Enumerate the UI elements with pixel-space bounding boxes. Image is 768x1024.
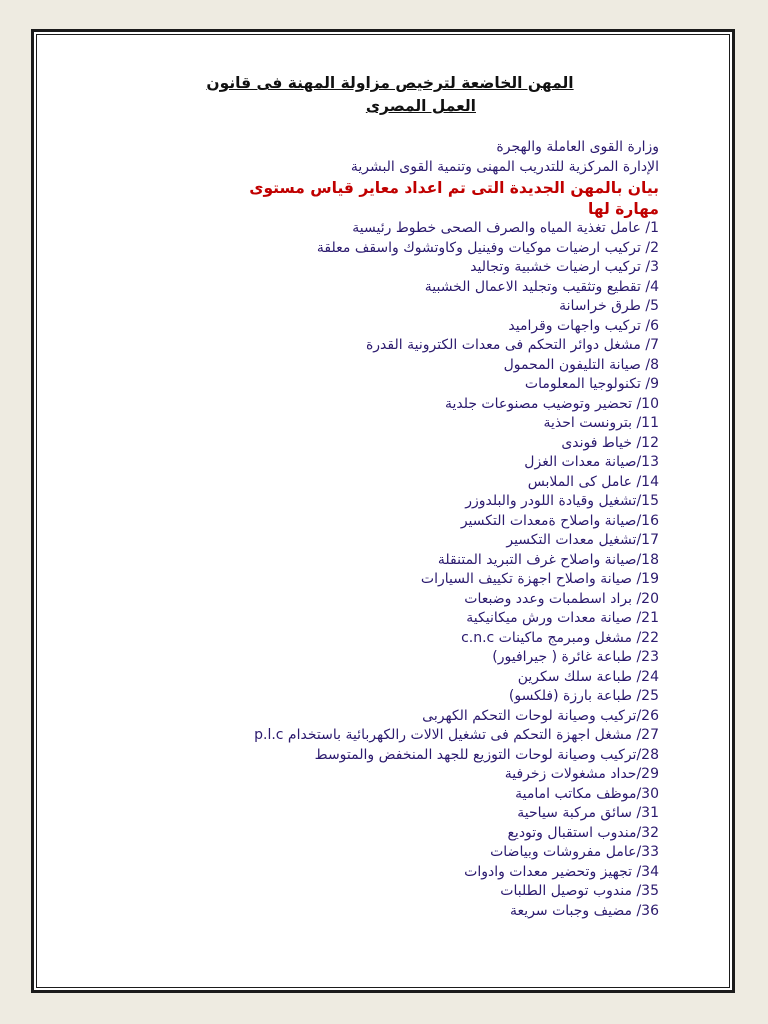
job-item: 6/ تركيب واجهات وقراميد (508, 317, 659, 334)
list-heading (129, 178, 659, 219)
job-item: 34/ تجهيز وتحضير معدات وادوات (464, 863, 659, 880)
job-item: 26/تركيب وصيانة لوحات التحكم الكهربى (422, 707, 659, 724)
job-item: 29/حداد مشغولات زخرفية (504, 766, 659, 782)
job-item: 7/ مشغل دوائر التحكم فى معدات الكترونية القدرة (365, 337, 659, 353)
job-item: 5/ طرق خراسانة (559, 298, 659, 314)
job-item: 13/صيانة معدات الغزل (524, 454, 659, 470)
heading-line-1: بيان بالمهن الجديدة التى تم اعداد معاير قياس مستوى (249, 179, 659, 197)
job-item: 27/ مشغل اجهزة التحكم فى تشغيل الالات رالكهربائية باستخدام p.l.c (254, 727, 659, 743)
job-item: 28/تركيب وصيانة لوحات التوزيع للجهد المنخفض والمتوسط (314, 746, 659, 763)
job-item: 2/ تركيب ارضيات موكيات وفينيل وكاوتشوك واسقف معلقة (316, 239, 659, 256)
job-item: 21/ صيانة معدات ورش ميكانيكية (466, 610, 659, 626)
job-item: 35/ مندوب توصيل الطلبات (500, 883, 659, 899)
title-line-2: العمل المصرى (365, 97, 476, 115)
job-item: 20/ براد اسطمبات وعدد وضبعات (464, 590, 659, 607)
job-item: 22/ مشغل ومبرمج ماكينات c.n.c (461, 629, 659, 646)
job-item: 3/ تركيب ارضيات خشبية وتجاليد (470, 259, 659, 275)
document-title (129, 72, 651, 118)
job-item: 24/ طباعة سلك سكرين (517, 668, 659, 685)
job-item: 4/ تقطيع وتثقيب وتجليد الاعمال الخشبية (424, 278, 659, 295)
document-content (129, 72, 659, 921)
job-item: 33/عامل مفروشات وبياضات (490, 844, 659, 860)
job-item: 18/صيانة واصلاح غرف التبريد المتنقلة (437, 551, 659, 568)
title-line-1: المهن الخاضعة لترخيص مزاولة المهنة فى قانون (206, 74, 574, 92)
job-item: 10/ تحضير وتوضيب مصنوعات جلدية (444, 395, 659, 412)
job-item: 11/ بترونست احذية (543, 415, 659, 431)
job-item: 9/ تكنولوجيا المعلومات (524, 376, 659, 392)
heading-line-2: مهارة لها (588, 199, 659, 218)
job-item: 30/موظف مكاتب امامية (515, 785, 659, 802)
job-item: 36/ مضيف وجبات سريعة (510, 902, 659, 919)
job-item: 14/ عامل كى الملابس (527, 473, 659, 490)
job-item: 1/ عامل تغذية المياه والصرف الصحى خطوط رئيسية (352, 220, 659, 236)
job-item: 19/ صيانة واصلاح اجهزة تكييف السيارات (420, 571, 659, 587)
job-item: 16/صيانة واصلاح ةمعدات التكسير (460, 512, 659, 529)
job-item: 25/ طباعة بارزة (فلكسو) (508, 688, 659, 704)
department-name: الإدارة المركزية للتدريب المهنى وتنمية القوى البشرية (350, 158, 659, 175)
job-item: 17/تشغيل معدات التكسير (506, 532, 659, 548)
ministry-name: وزارة القوى العاملة والهجرة (496, 139, 659, 155)
job-item: 23/ طباعة غائرة ( جيرافيور) (492, 649, 659, 665)
job-item: 8/ صيانة التليفون المحمول (503, 356, 659, 373)
job-item: 15/تشغيل وقيادة اللودر والبلدوزر (465, 493, 659, 509)
job-item: 31/ سائق مركبة سياحية (517, 805, 659, 821)
jobs-list (129, 219, 659, 921)
job-item: 12/ خياط فوندى (561, 434, 659, 451)
job-item: 32/مندوب استقبال وتوديع (507, 824, 659, 841)
document-page (31, 29, 735, 993)
